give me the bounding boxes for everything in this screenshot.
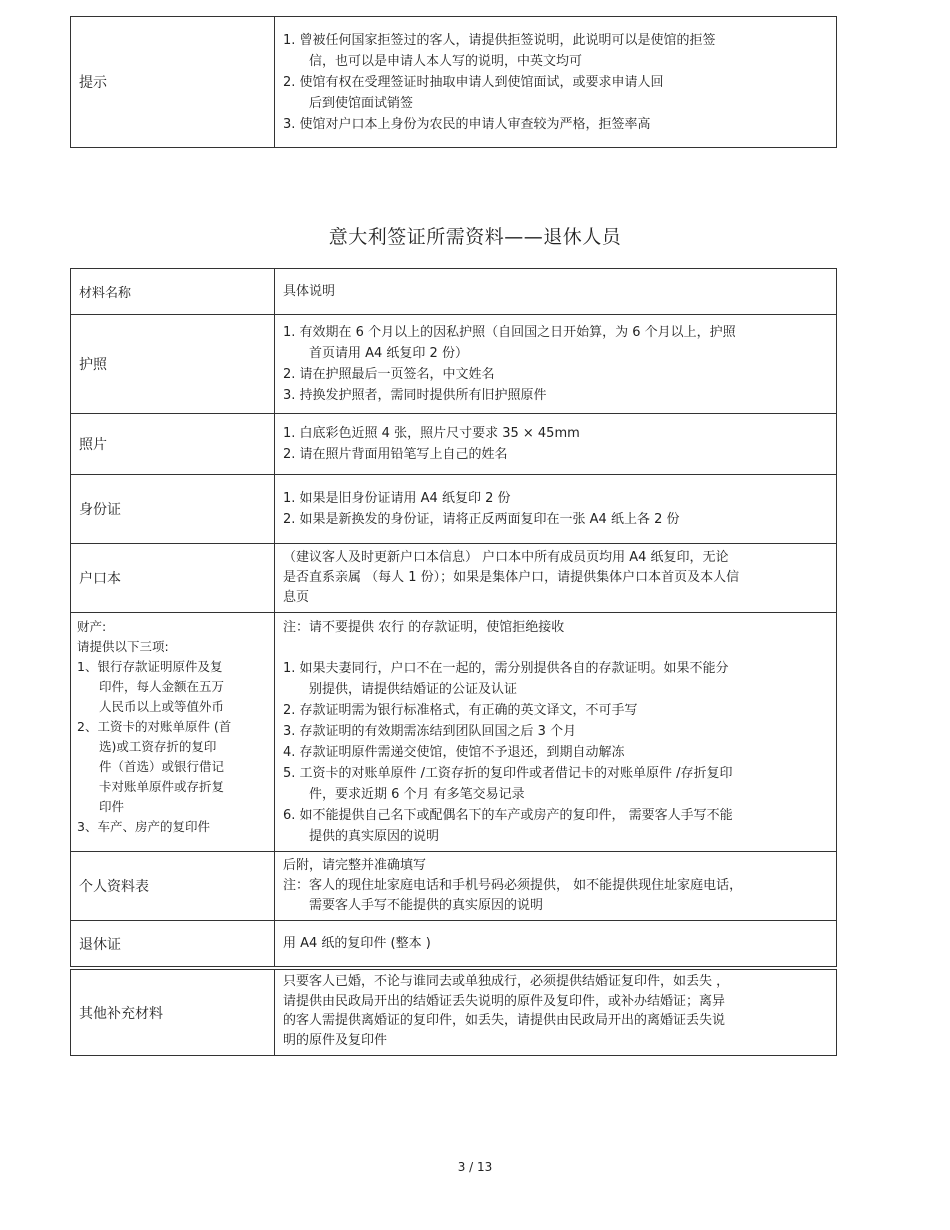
id-card-line: 1. 如果是旧身份证请用 A4 纸复印 2 份	[283, 491, 511, 506]
tip-line: 1. 曾被任何国家拒签过的客人，请提供拒签说明，此说明可以是使馆的拒签	[283, 32, 716, 48]
table-row-photo	[71, 414, 837, 475]
personal-form-line: 需要客人手写不能提供的真实原因的说明	[309, 898, 544, 913]
other-materials-line: 的客人需提供离婚证的复印件，如丢失，请提供由民政局开出的离婚证丢失说	[283, 1013, 726, 1028]
property-line: 提供的真实原因的说明	[309, 829, 440, 844]
property-line: 2. 存款证明需为银行标准格式，有正确的英文译文，不可手写	[283, 703, 638, 718]
passport-line: 3. 持换发护照者，需同时提供所有旧护照原件	[283, 388, 547, 403]
header-description: 具体说明	[275, 269, 837, 315]
photo-label: 照片	[71, 414, 275, 475]
table-row-property	[71, 613, 837, 852]
property-label-line: 2、工资卡的对账单原件 (首	[77, 719, 232, 734]
property-label-line: 选)或工资存折的复印	[99, 739, 217, 754]
property-line: 3. 存款证明的有效期需冻结到团队回国之后 3 个月	[283, 724, 577, 739]
other-materials-content	[275, 970, 837, 1056]
property-label	[71, 613, 275, 852]
property-label-line: 卡对账单原件或存折复	[99, 779, 225, 794]
passport-line: 2. 请在护照最后一页签名，中文姓名	[283, 367, 495, 382]
property-label-line: 3、车产、房产的复印件	[77, 819, 210, 834]
property-line: 件，要求近期 6 个月 有多笔交易记录	[309, 787, 525, 802]
photo-content	[275, 414, 837, 475]
property-label-line: 1、银行存款证明原件及复	[77, 659, 223, 674]
page-number: 3 / 13	[457, 1160, 493, 1174]
personal-form-label: 个人资料表	[71, 852, 275, 921]
id-card-content	[275, 475, 837, 544]
other-materials-line: 明的原件及复印件	[283, 1032, 388, 1048]
table-row-passport	[71, 315, 837, 414]
hukou-label: 户口本	[71, 544, 275, 613]
photo-line: 2. 请在照片背面用铅笔写上自己的姓名	[283, 447, 508, 462]
hukou-content	[275, 544, 837, 613]
property-label-line: 件（首选）或银行借记	[99, 759, 225, 774]
tip-label: 提示	[71, 17, 275, 148]
passport-line: 首页请用 A4 纸复印 2 份）	[309, 346, 468, 361]
requirements-table	[70, 268, 837, 967]
property-line: 1. 如果夫妻同行，户口不在一起的，需分别提供各自的存款证明。如果不能分	[283, 661, 729, 676]
table-row-personal-form	[71, 852, 837, 921]
id-card-line: 2. 如果是新换发的身份证，请将正反两面复印在一张 A4 纸上各 2 份	[283, 512, 680, 527]
passport-content	[275, 315, 837, 414]
page-title: 意大利签证所需资料——退休人员	[328, 226, 622, 248]
property-label-line: 印件	[99, 799, 125, 814]
property-content	[275, 613, 837, 852]
retirement-label: 退休证	[71, 921, 275, 967]
tip-line: 2. 使馆有权在受理签证时抽取申请人到使馆面试，或要求申请人回	[283, 74, 664, 90]
passport-label: 护照	[71, 315, 275, 414]
tip-line: 后到使馆面试销签	[309, 95, 414, 111]
personal-form-line: 后附，请完整并准确填写	[283, 858, 427, 873]
property-note: 注：请不要提供 农行 的存款证明，使馆拒绝接收	[283, 620, 565, 635]
other-materials-line: 请提供由民政局开出的结婚证丢失说明的原件及复印件，或补办结婚证；离异	[283, 993, 726, 1009]
table-header-row	[71, 269, 837, 315]
hukou-line: 是否直系亲属 （每人 1 份）；如果是集体户口，请提供集体户口本首页及本人信	[283, 570, 740, 585]
property-line: 4. 存款证明原件需递交使馆，使馆不予退还，到期自动解冻	[283, 745, 625, 760]
property-line: 5. 工资卡的对账单原件 /工资存折的复印件或者借记卡的对账单原件 /存折复印	[283, 766, 733, 781]
property-label-line: 人民币以上或等值外币	[99, 699, 225, 714]
property-label-line: 请提供以下三项:	[77, 639, 169, 654]
property-label-line: 印件，每人金额在五万	[99, 679, 225, 694]
other-materials-label: 其他补充材料	[71, 970, 275, 1056]
passport-line: 1. 有效期在 6 个月以上的因私护照（自回国之日开始算，为 6 个月以上，护照	[283, 325, 736, 340]
tip-content	[275, 17, 837, 148]
tip-table	[70, 16, 837, 148]
table-row-hukou	[71, 544, 837, 613]
property-line: 别提供，请提供结婚证的公证及认证	[309, 682, 518, 697]
hukou-line: 息页	[283, 590, 310, 605]
personal-form-line: 注：客人的现住址家庭电话和手机号码必须提供， 如不能提供现住址家庭电话，	[283, 878, 743, 893]
hukou-line: （建议客人及时更新户口本信息） 户口本中所有成员页均用 A4 纸复印，无论	[283, 550, 729, 565]
other-materials-line: 只要客人已婚，不论与谁同去或单独成行，必须提供结婚证复印件，如丢失 ，	[283, 974, 730, 989]
photo-line: 1. 白底彩色近照 4 张，照片尺寸要求 35 × 45mm	[283, 426, 580, 441]
property-line: 6. 如不能提供自己名下或配偶名下的车产或房产的复印件， 需要客人手写不能	[283, 808, 733, 823]
tip-line: 3. 使馆对户口本上身份为农民的申请人审查较为严格，拒签率高	[283, 116, 651, 132]
header-material-name: 材料名称	[71, 269, 275, 315]
other-materials-table	[70, 969, 837, 1056]
table-row-retirement	[71, 921, 837, 967]
property-label-line: 财产:	[77, 619, 107, 634]
id-card-label: 身份证	[71, 475, 275, 544]
personal-form-content	[275, 852, 837, 921]
tip-line: 信，也可以是申请人本人写的说明，中英文均可	[309, 53, 583, 69]
retirement-content: 用 A4 纸的复印件 (整本 )	[275, 921, 837, 967]
table-row-id-card	[71, 475, 837, 544]
